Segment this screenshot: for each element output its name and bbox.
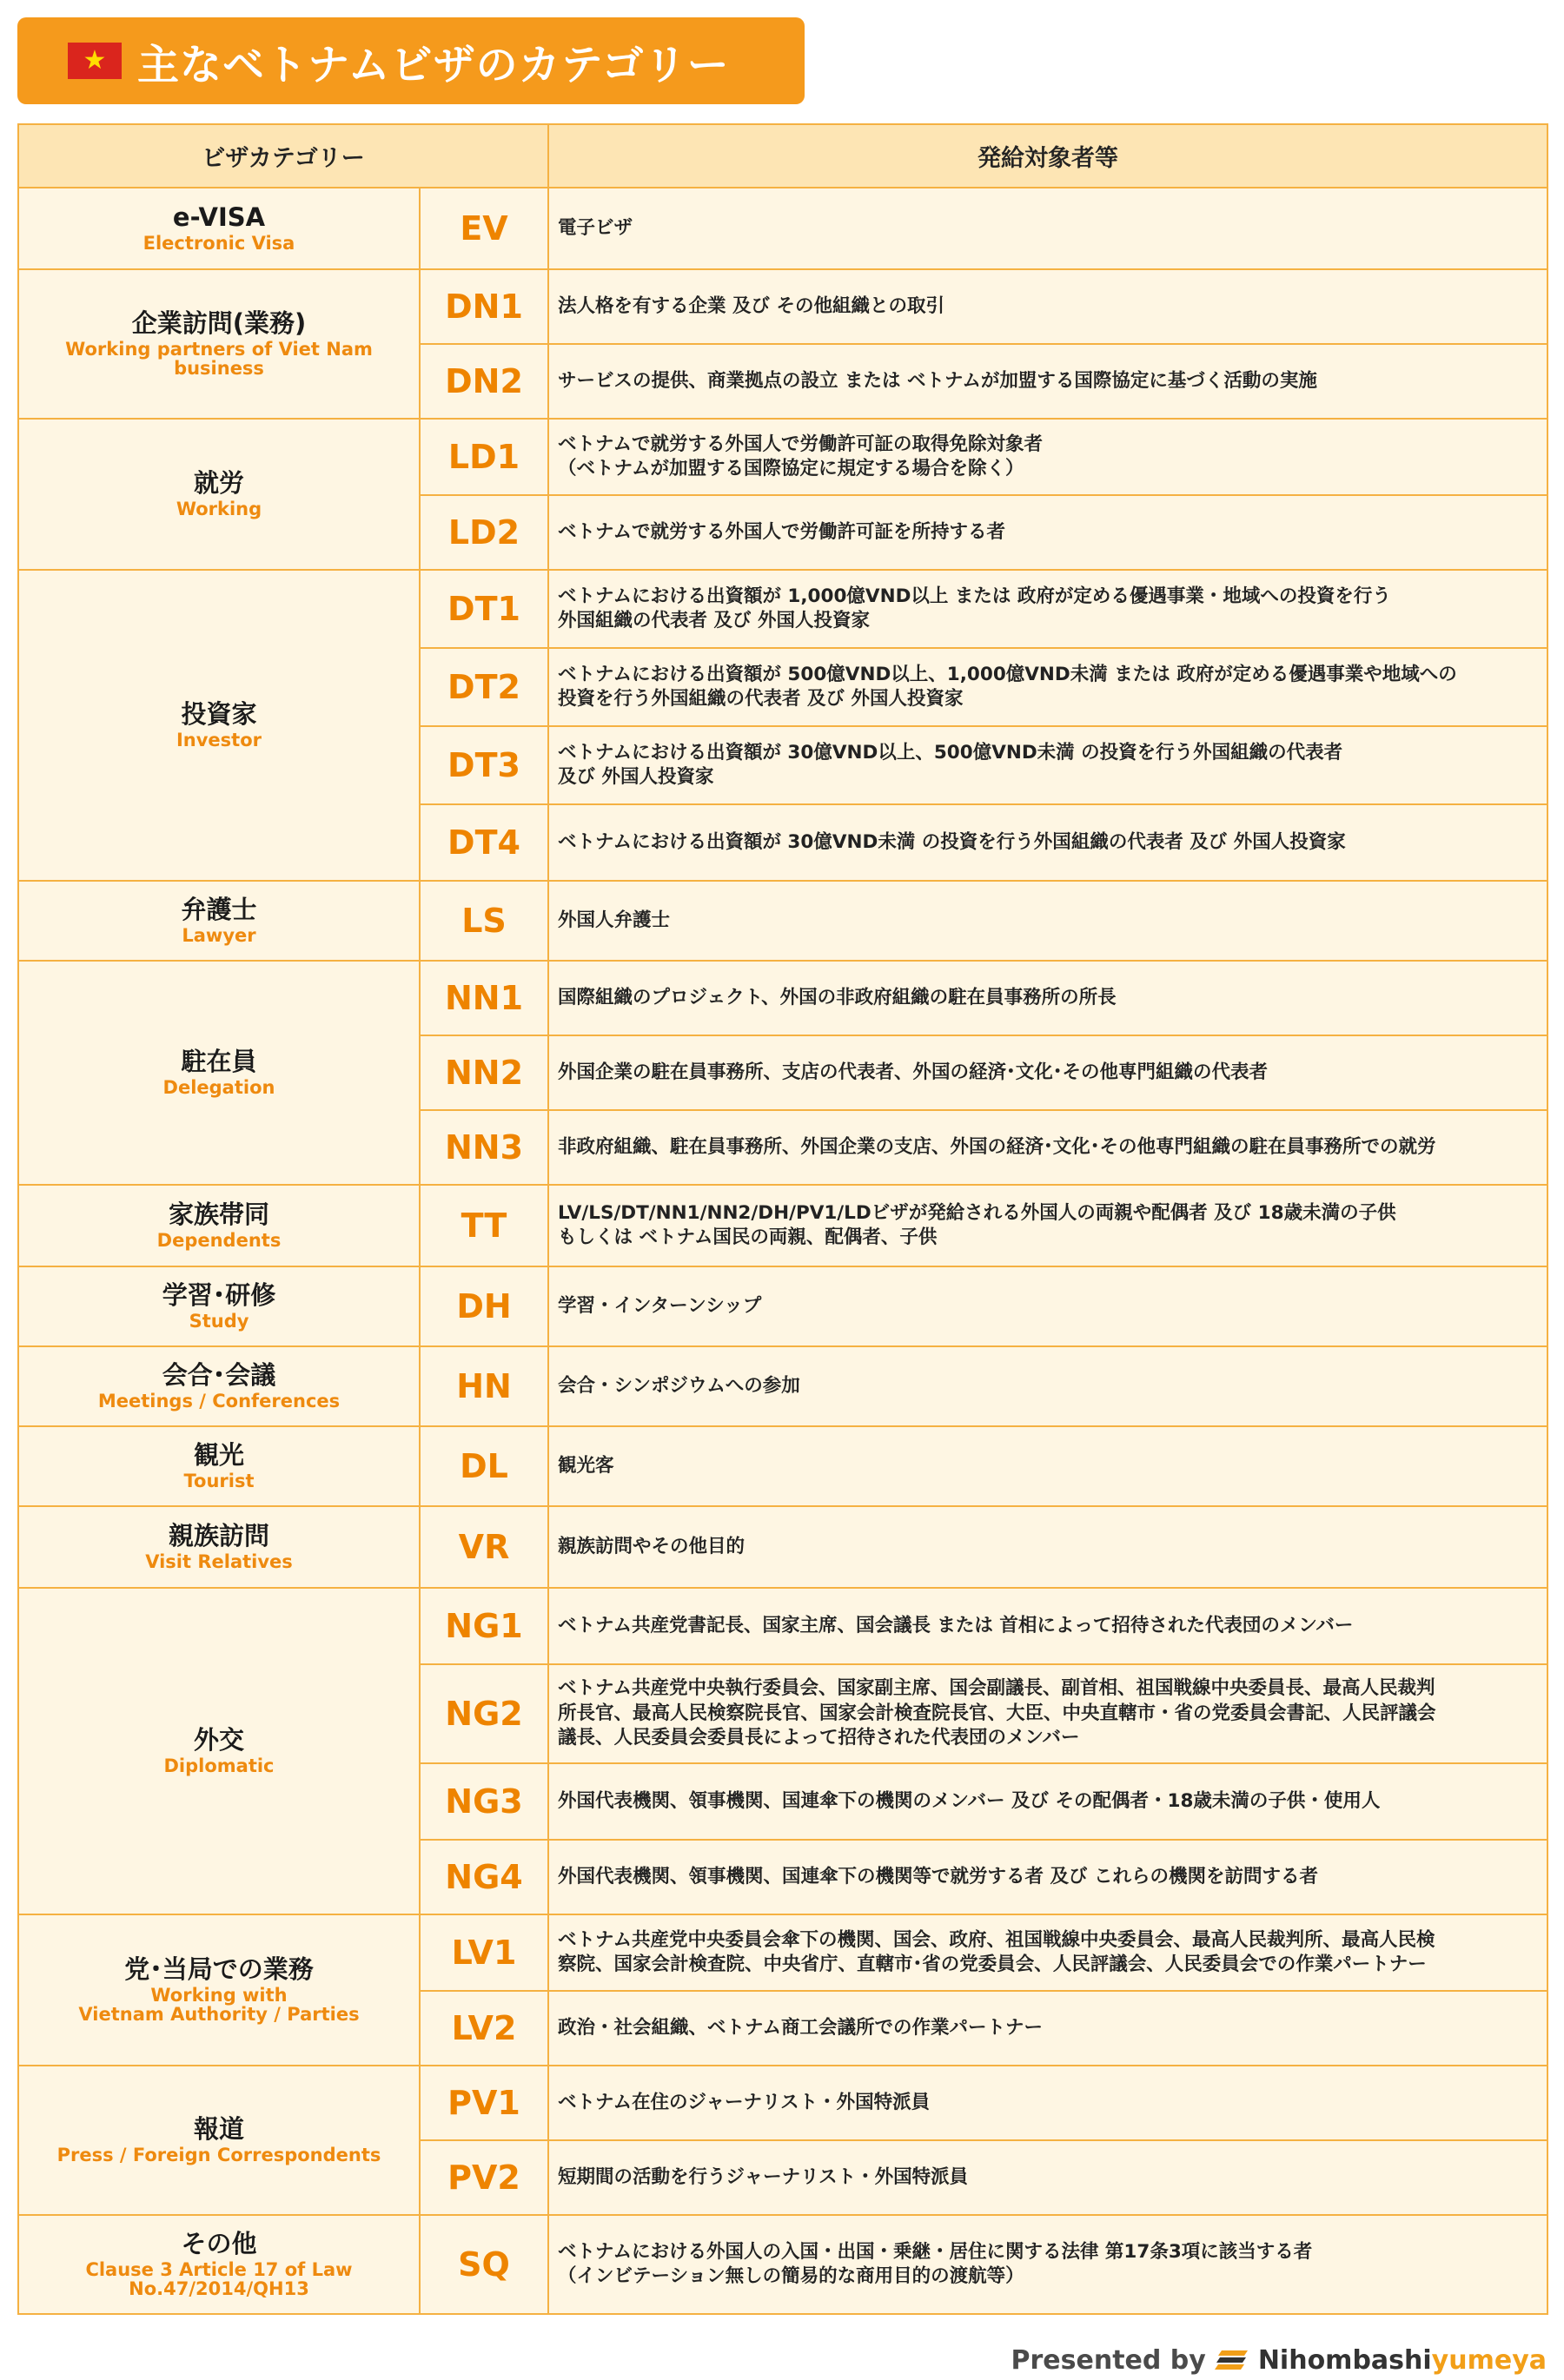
visa-description: 観光客 xyxy=(548,1426,1547,1506)
table-header-row xyxy=(18,124,1547,188)
visa-code: PV1 xyxy=(420,2066,548,2140)
table-row xyxy=(18,2066,1547,2140)
flag-star-icon: ★ xyxy=(83,45,107,76)
table-row xyxy=(18,188,1547,269)
table-row xyxy=(18,1346,1547,1426)
category-name-en: Working xyxy=(176,499,262,520)
visa-description: ベトナム共産党中央執行委員会、国家副主席、国会副議長、副首相、祖国戦線中央委員長、最高人民裁判 所長官、最高人民検察院長官、国家会計検査院長官、大臣、中央直轄市・省の党委員会書記、人民評議会 議長、人民委員会委員長によって招待された代表団のメンバー xyxy=(548,1664,1547,1763)
visa-description: 外国企業の駐在員事務所、支店の代表者、外国の経済･文化･その他専門組織の代表者 xyxy=(548,1035,1547,1110)
category-cell xyxy=(18,1506,420,1588)
category-name-ja: 弁護士 xyxy=(181,894,257,924)
visa-code: NG1 xyxy=(420,1588,548,1664)
category-name-en: Tourist xyxy=(183,1471,255,1492)
category-name-en: Dependents xyxy=(156,1230,282,1252)
header-target-persons: 発給対象者等 xyxy=(548,124,1547,188)
visa-description: 外国人弁護士 xyxy=(548,881,1547,961)
visa-code: HN xyxy=(420,1346,548,1426)
category-cell xyxy=(18,961,420,1185)
category-name-ja: 党･当局での業務 xyxy=(124,1954,314,1984)
visa-code: DN1 xyxy=(420,269,548,344)
visa-description: 親族訪問やその他目的 xyxy=(548,1506,1547,1588)
table-row xyxy=(18,1426,1547,1506)
visa-code: LS xyxy=(420,881,548,961)
visa-code: DT3 xyxy=(420,726,548,804)
visa-code: NG4 xyxy=(420,1840,548,1914)
visa-description: ベトナムにおける出資額が 1,000億VND以上 または 政府が定める優遇事業・地域への投資を行う 外国組織の代表者 及び 外国人投資家 xyxy=(548,570,1547,648)
visa-code: SQ xyxy=(420,2215,548,2314)
visa-description: 国際組織のプロジェクト、外国の非政府組織の駐在員事務所の所長 xyxy=(548,961,1547,1035)
category-name-ja: 駐在員 xyxy=(181,1046,257,1076)
category-name-en: Diplomatic xyxy=(163,1755,275,1777)
visa-code: DH xyxy=(420,1266,548,1346)
category-cell xyxy=(18,2215,420,2314)
table-row xyxy=(18,1185,1547,1266)
category-cell xyxy=(18,1914,420,2066)
visa-description: 会合・シンポジウムへの参加 xyxy=(548,1346,1547,1426)
visa-description: 政治・社会組織、ベトナム商工会議所での作業パートナー xyxy=(548,1991,1547,2066)
visa-code: EV xyxy=(420,188,548,269)
visa-description: 学習・インターンシップ xyxy=(548,1266,1547,1346)
category-name-ja: 観光 xyxy=(193,1439,244,1470)
category-name-ja: 会合･会議 xyxy=(162,1359,276,1390)
visa-description: ベトナムにおける外国人の入国・出国・乗継・居住に関する法律 第17条3項に該当する者 （インビテーション無しの簡易的な商用目的の渡航等） xyxy=(548,2215,1547,2314)
category-cell xyxy=(18,2066,420,2215)
category-name-en: Meetings / Conferences xyxy=(97,1391,341,1412)
category-name-ja: 外交 xyxy=(193,1724,244,1755)
visa-code: NN2 xyxy=(420,1035,548,1110)
visa-description: LV/LS/DT/NN1/NN2/DH/PV1/LDビザが発給される外国人の両親や配偶者 及び 18歳未満の子供 もしくは ベトナム国民の両親、配偶者、子供 xyxy=(548,1185,1547,1266)
page-title: 主なベトナムビザのカテゴリー xyxy=(137,40,730,89)
visa-description: ベトナム共産党書記長、国家主席、国会議長 または 首相によって招待された代表団のメンバー xyxy=(548,1588,1547,1664)
category-name-en: Visit Relatives xyxy=(145,1551,293,1573)
visa-description: ベトナムにおける出資額が 30億VND以上、500億VND未満 の投資を行う外国組織の代表者 及び 外国人投資家 xyxy=(548,726,1547,804)
table-row xyxy=(18,1588,1547,1664)
visa-description: 法人格を有する企業 及び その他組織との取引 xyxy=(548,269,1547,344)
title-banner xyxy=(17,17,805,104)
visa-code: TT xyxy=(420,1185,548,1266)
footer-credit xyxy=(1011,2345,1547,2375)
vietnam-flag-icon xyxy=(68,43,122,79)
presented-by-label: Presented by xyxy=(1011,2344,1206,2376)
category-cell xyxy=(18,1185,420,1266)
category-name-en: Lawyer xyxy=(182,925,256,947)
visa-description: 外国代表機関、領事機関、国連傘下の機関等で就労する者 及び これらの機関を訪問する者 xyxy=(548,1840,1547,1914)
visa-description: 外国代表機関、領事機関、国連傘下の機関のメンバー 及び その配偶者・18歳未満の子供・使用人 xyxy=(548,1763,1547,1840)
table-row xyxy=(18,419,1547,495)
category-cell xyxy=(18,1346,420,1426)
stripes-logo-icon xyxy=(1215,2347,1249,2373)
category-name-ja: 学習･研修 xyxy=(162,1279,276,1310)
visa-description: ベトナムで就労する外国人で労働許可証の取得免除対象者 （ベトナムが加盟する国際協定に規定する場合を除く） xyxy=(548,419,1547,495)
table-row xyxy=(18,2215,1547,2314)
visa-code: LD1 xyxy=(420,419,548,495)
visa-code: DT1 xyxy=(420,570,548,648)
category-name-ja: 家族帯同 xyxy=(168,1199,269,1229)
category-name-ja: 企業訪問(業務) xyxy=(131,307,307,338)
brand-name-part2: yumeya xyxy=(1431,2344,1547,2376)
visa-description: ベトナムで就労する外国人で労働許可証を所持する者 xyxy=(548,495,1547,570)
visa-code: NG3 xyxy=(420,1763,548,1840)
category-name-en: Investor xyxy=(176,730,262,751)
table-row xyxy=(18,570,1547,648)
category-cell xyxy=(18,419,420,570)
table-row xyxy=(18,1266,1547,1346)
category-name-ja: e-VISA xyxy=(172,202,266,232)
visa-code: NN1 xyxy=(420,961,548,1035)
visa-description: サービスの提供、商業拠点の設立 または ベトナムが加盟する国際協定に基づく活動の実施 xyxy=(548,344,1547,419)
category-name-ja: 親族訪問 xyxy=(168,1520,269,1550)
category-cell xyxy=(18,1588,420,1914)
category-name-en: Working with Vietnam Authority / Parties xyxy=(78,1985,360,2026)
visa-code: LV2 xyxy=(420,1991,548,2066)
visa-code: PV2 xyxy=(420,2140,548,2215)
visa-code: VR xyxy=(420,1506,548,1588)
brand-name-part1: Nihombashi xyxy=(1257,2344,1432,2376)
visa-code: DN2 xyxy=(420,344,548,419)
visa-code: DT4 xyxy=(420,804,548,881)
category-name-en: Working partners of Viet Nam business xyxy=(65,339,373,380)
table-row xyxy=(18,881,1547,961)
category-name-ja: その他 xyxy=(181,2228,257,2258)
visa-description: 電子ビザ xyxy=(548,188,1547,269)
visa-category-table xyxy=(17,123,1548,2315)
visa-description: 短期間の活動を行うジャーナリスト・外国特派員 xyxy=(548,2140,1547,2215)
category-cell xyxy=(18,269,420,419)
category-name-en: Clause 3 Article 17 of Law No.47/2014/QH13 xyxy=(85,2259,353,2300)
category-name-en: Electronic Visa xyxy=(142,233,295,255)
visa-code: NG2 xyxy=(420,1664,548,1763)
visa-description: ベトナム共産党中央委員会傘下の機関、国会、政府、祖国戦線中央委員会、最高人民裁判所、最高人民検 察院、国家会計検査院、中央省庁、直轄市･省の党委員会、人民評議会、人民委員会での作業パートナー xyxy=(548,1914,1547,1991)
table-row xyxy=(18,1506,1547,1588)
visa-description: ベトナムにおける出資額が 30億VND未満 の投資を行う外国組織の代表者 及び 外国人投資家 xyxy=(548,804,1547,881)
category-cell xyxy=(18,1266,420,1346)
visa-description: ベトナム在住のジャーナリスト・外国特派員 xyxy=(548,2066,1547,2140)
table-row xyxy=(18,1914,1547,1991)
visa-description: 非政府組織、駐在員事務所、外国企業の支店、外国の経済･文化･その他専門組織の駐在員事務所での就労 xyxy=(548,1110,1547,1185)
category-cell xyxy=(18,881,420,961)
visa-code: LD2 xyxy=(420,495,548,570)
category-cell xyxy=(18,1426,420,1506)
category-name-en: Delegation xyxy=(162,1077,275,1099)
brand-name xyxy=(1258,2345,1547,2376)
table-body xyxy=(18,188,1547,2314)
category-cell xyxy=(18,188,420,269)
visa-code: DT2 xyxy=(420,648,548,726)
table-row xyxy=(18,269,1547,344)
category-name-en: Study xyxy=(189,1311,249,1332)
category-cell xyxy=(18,570,420,881)
visa-code: DL xyxy=(420,1426,548,1506)
header-visa-category: ビザカテゴリー xyxy=(18,124,548,188)
visa-code: NN3 xyxy=(420,1110,548,1185)
visa-description: ベトナムにおける出資額が 500億VND以上、1,000億VND未満 または 政府が定める優遇事業や地域への 投資を行う外国組織の代表者 及び 外国人投資家 xyxy=(548,648,1547,726)
category-name-ja: 投資家 xyxy=(181,698,257,729)
table-row xyxy=(18,961,1547,1035)
category-name-ja: 就労 xyxy=(193,467,244,498)
category-name-en: Press / Foreign Correspondents xyxy=(56,2145,381,2166)
visa-code: LV1 xyxy=(420,1914,548,1991)
category-name-ja: 報道 xyxy=(193,2113,244,2144)
